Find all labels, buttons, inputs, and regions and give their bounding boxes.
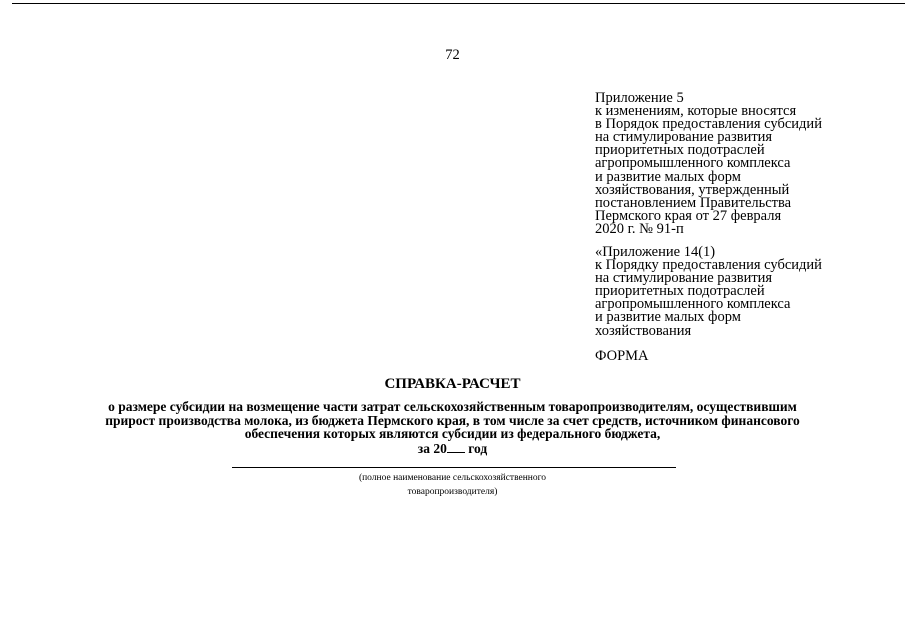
year-blank-field — [447, 441, 465, 453]
appendix-5-line: 2020 г. № 91-п — [595, 220, 684, 237]
year-suffix: год — [464, 441, 488, 456]
appendix-5-line: и развитие малых форм — [595, 168, 741, 185]
year-prefix: за 20 — [417, 441, 447, 456]
appendix-5-line: Приложение 5 — [595, 90, 684, 106]
subtitle-line: обеспечения которых являются субсидии из федерального бюджета, — [244, 426, 661, 442]
appendix-14-line: хозяйствования — [595, 322, 692, 339]
appendix-5-line: приоритетных подотраслей — [595, 142, 765, 159]
top-border-line — [12, 3, 905, 4]
appendix-5-line: к изменениям, которые вносятся — [595, 103, 797, 120]
caption-line: товаропроизводителя) — [407, 487, 498, 497]
subtitle-line: о размере субсидии на возмещение части затрат сельскохозяйственным товаропроизводителям, осуществившим — [108, 399, 797, 414]
appendix-14-block — [595, 246, 895, 338]
year-line — [0, 441, 905, 456]
appendix-5-line: хозяйствования, утвержденный — [595, 181, 790, 198]
appendix-5-block — [595, 92, 895, 236]
appendix-5-line: агропромышленного комплекса — [595, 155, 791, 172]
appendix-5-line: на стимулирование развития — [595, 129, 773, 146]
producer-name-caption — [300, 471, 605, 499]
appendix-5-line: Пермского края от 27 февраля — [595, 207, 782, 224]
producer-name-underline — [232, 467, 676, 468]
appendix-5-line: в Порядок предоставления субсидий — [595, 116, 822, 133]
appendix-5-line: постановлением Правительства — [595, 194, 792, 211]
subtitle-line: прирост производства молока, из бюджета Пермского края, в том числе за счет средств, источником финансового — [105, 412, 800, 428]
caption-line: (полное наименование сельскохозяйственного — [358, 473, 547, 483]
appendix-14-line: приоритетных подотраслей — [595, 283, 765, 300]
form-label: ФОРМА — [595, 348, 649, 364]
appendix-14-line: «Приложение 14(1) — [595, 244, 716, 260]
appendix-14-line: на стимулирование развития — [595, 270, 773, 287]
appendix-14-line: к Порядку предоставления субсидий — [595, 257, 822, 274]
document-subtitle — [0, 400, 905, 441]
page-number: 72 — [445, 47, 460, 63]
appendix-14-line: и развитие малых форм — [595, 309, 741, 326]
appendix-14-line: агропромышленного комплекса — [595, 296, 791, 313]
document-title: СПРАВКА-РАСЧЕТ — [384, 376, 521, 392]
